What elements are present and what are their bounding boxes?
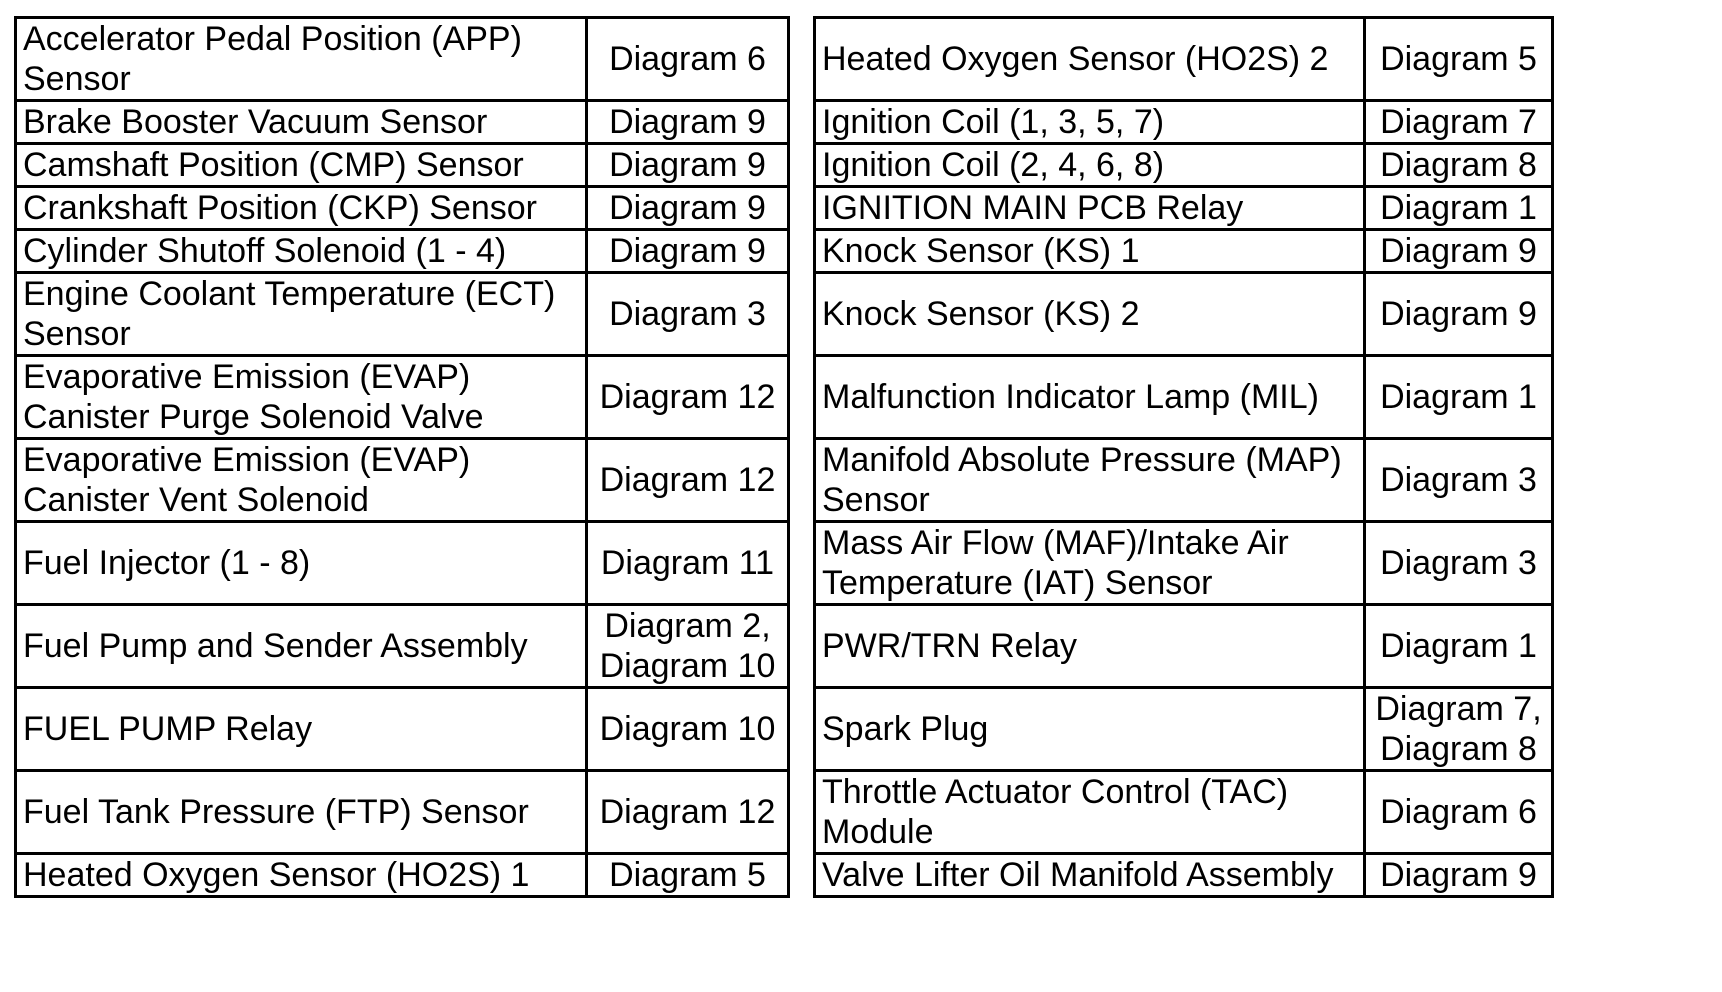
diagram-reference: Diagram 3 bbox=[1365, 522, 1553, 605]
column-divider bbox=[789, 144, 815, 187]
diagram-reference: Diagram 9 bbox=[1365, 854, 1553, 897]
column-divider bbox=[789, 522, 815, 605]
diagram-reference: Diagram 9 bbox=[587, 187, 789, 230]
diagram-reference: Diagram 3 bbox=[587, 273, 789, 356]
diagram-reference: Diagram 7 bbox=[1365, 101, 1553, 144]
component-name: FUEL PUMP Relay bbox=[16, 688, 587, 771]
diagram-reference: Diagram 11 bbox=[587, 522, 789, 605]
component-name: Accelerator Pedal Position (APP) Sensor bbox=[16, 18, 587, 101]
component-name: Ignition Coil (2, 4, 6, 8) bbox=[815, 144, 1365, 187]
table-row bbox=[16, 771, 1553, 854]
component-diagram-table bbox=[14, 16, 1554, 898]
table-row bbox=[16, 605, 1553, 688]
table-row bbox=[16, 273, 1553, 356]
diagram-reference: Diagram 9 bbox=[587, 101, 789, 144]
column-divider bbox=[789, 854, 815, 897]
component-name: Knock Sensor (KS) 2 bbox=[815, 273, 1365, 356]
diagram-reference: Diagram 1 bbox=[1365, 605, 1553, 688]
column-divider bbox=[789, 273, 815, 356]
table-row bbox=[16, 522, 1553, 605]
table-row bbox=[16, 356, 1553, 439]
table-row bbox=[16, 144, 1553, 187]
component-name: Cylinder Shutoff Solenoid (1 - 4) bbox=[16, 230, 587, 273]
column-divider bbox=[789, 439, 815, 522]
diagram-reference: Diagram 12 bbox=[587, 439, 789, 522]
component-name: Camshaft Position (CMP) Sensor bbox=[16, 144, 587, 187]
component-name: Fuel Injector (1 - 8) bbox=[16, 522, 587, 605]
component-name: PWR/TRN Relay bbox=[815, 605, 1365, 688]
component-name: Brake Booster Vacuum Sensor bbox=[16, 101, 587, 144]
component-name: Evaporative Emission (EVAP) Canister Vent Solenoid bbox=[16, 439, 587, 522]
table-row bbox=[16, 187, 1553, 230]
column-divider bbox=[789, 356, 815, 439]
component-name: Heated Oxygen Sensor (HO2S) 1 bbox=[16, 854, 587, 897]
column-divider bbox=[789, 187, 815, 230]
diagram-reference: Diagram 6 bbox=[1365, 771, 1553, 854]
diagram-reference: Diagram 9 bbox=[1365, 273, 1553, 356]
diagram-reference: Diagram 3 bbox=[1365, 439, 1553, 522]
table-row bbox=[16, 230, 1553, 273]
diagram-reference: Diagram 10 bbox=[587, 688, 789, 771]
component-name: Crankshaft Position (CKP) Sensor bbox=[16, 187, 587, 230]
component-name: Heated Oxygen Sensor (HO2S) 2 bbox=[815, 18, 1365, 101]
diagram-reference: Diagram 12 bbox=[587, 771, 789, 854]
diagram-reference: Diagram 9 bbox=[1365, 230, 1553, 273]
table-row bbox=[16, 688, 1553, 771]
diagram-reference: Diagram 1 bbox=[1365, 356, 1553, 439]
diagram-reference: Diagram 9 bbox=[587, 144, 789, 187]
diagram-reference: Diagram 7, Diagram 8 bbox=[1365, 688, 1553, 771]
component-name: Mass Air Flow (MAF)/Intake Air Temperature (IAT) Sensor bbox=[815, 522, 1365, 605]
diagram-reference: Diagram 12 bbox=[587, 356, 789, 439]
column-divider bbox=[789, 101, 815, 144]
diagram-reference: Diagram 2, Diagram 10 bbox=[587, 605, 789, 688]
column-divider bbox=[789, 688, 815, 771]
component-name: Manifold Absolute Pressure (MAP) Sensor bbox=[815, 439, 1365, 522]
table-row bbox=[16, 101, 1553, 144]
component-name: IGNITION MAIN PCB Relay bbox=[815, 187, 1365, 230]
component-name: Knock Sensor (KS) 1 bbox=[815, 230, 1365, 273]
table-row bbox=[16, 854, 1553, 897]
component-name: Fuel Pump and Sender Assembly bbox=[16, 605, 587, 688]
component-name: Engine Coolant Temperature (ECT) Sensor bbox=[16, 273, 587, 356]
table-row bbox=[16, 439, 1553, 522]
column-divider bbox=[789, 771, 815, 854]
diagram-reference: Diagram 5 bbox=[1365, 18, 1553, 101]
diagram-reference: Diagram 6 bbox=[587, 18, 789, 101]
component-name: Valve Lifter Oil Manifold Assembly bbox=[815, 854, 1365, 897]
component-name: Ignition Coil (1, 3, 5, 7) bbox=[815, 101, 1365, 144]
column-divider bbox=[789, 230, 815, 273]
column-divider bbox=[789, 605, 815, 688]
diagram-reference: Diagram 1 bbox=[1365, 187, 1553, 230]
component-name: Fuel Tank Pressure (FTP) Sensor bbox=[16, 771, 587, 854]
column-divider bbox=[789, 18, 815, 101]
diagram-reference: Diagram 9 bbox=[587, 230, 789, 273]
component-name: Malfunction Indicator Lamp (MIL) bbox=[815, 356, 1365, 439]
diagram-reference: Diagram 5 bbox=[587, 854, 789, 897]
component-name: Spark Plug bbox=[815, 688, 1365, 771]
component-name: Throttle Actuator Control (TAC) Module bbox=[815, 771, 1365, 854]
table-row bbox=[16, 18, 1553, 101]
component-name: Evaporative Emission (EVAP) Canister Purge Solenoid Valve bbox=[16, 356, 587, 439]
diagram-reference: Diagram 8 bbox=[1365, 144, 1553, 187]
